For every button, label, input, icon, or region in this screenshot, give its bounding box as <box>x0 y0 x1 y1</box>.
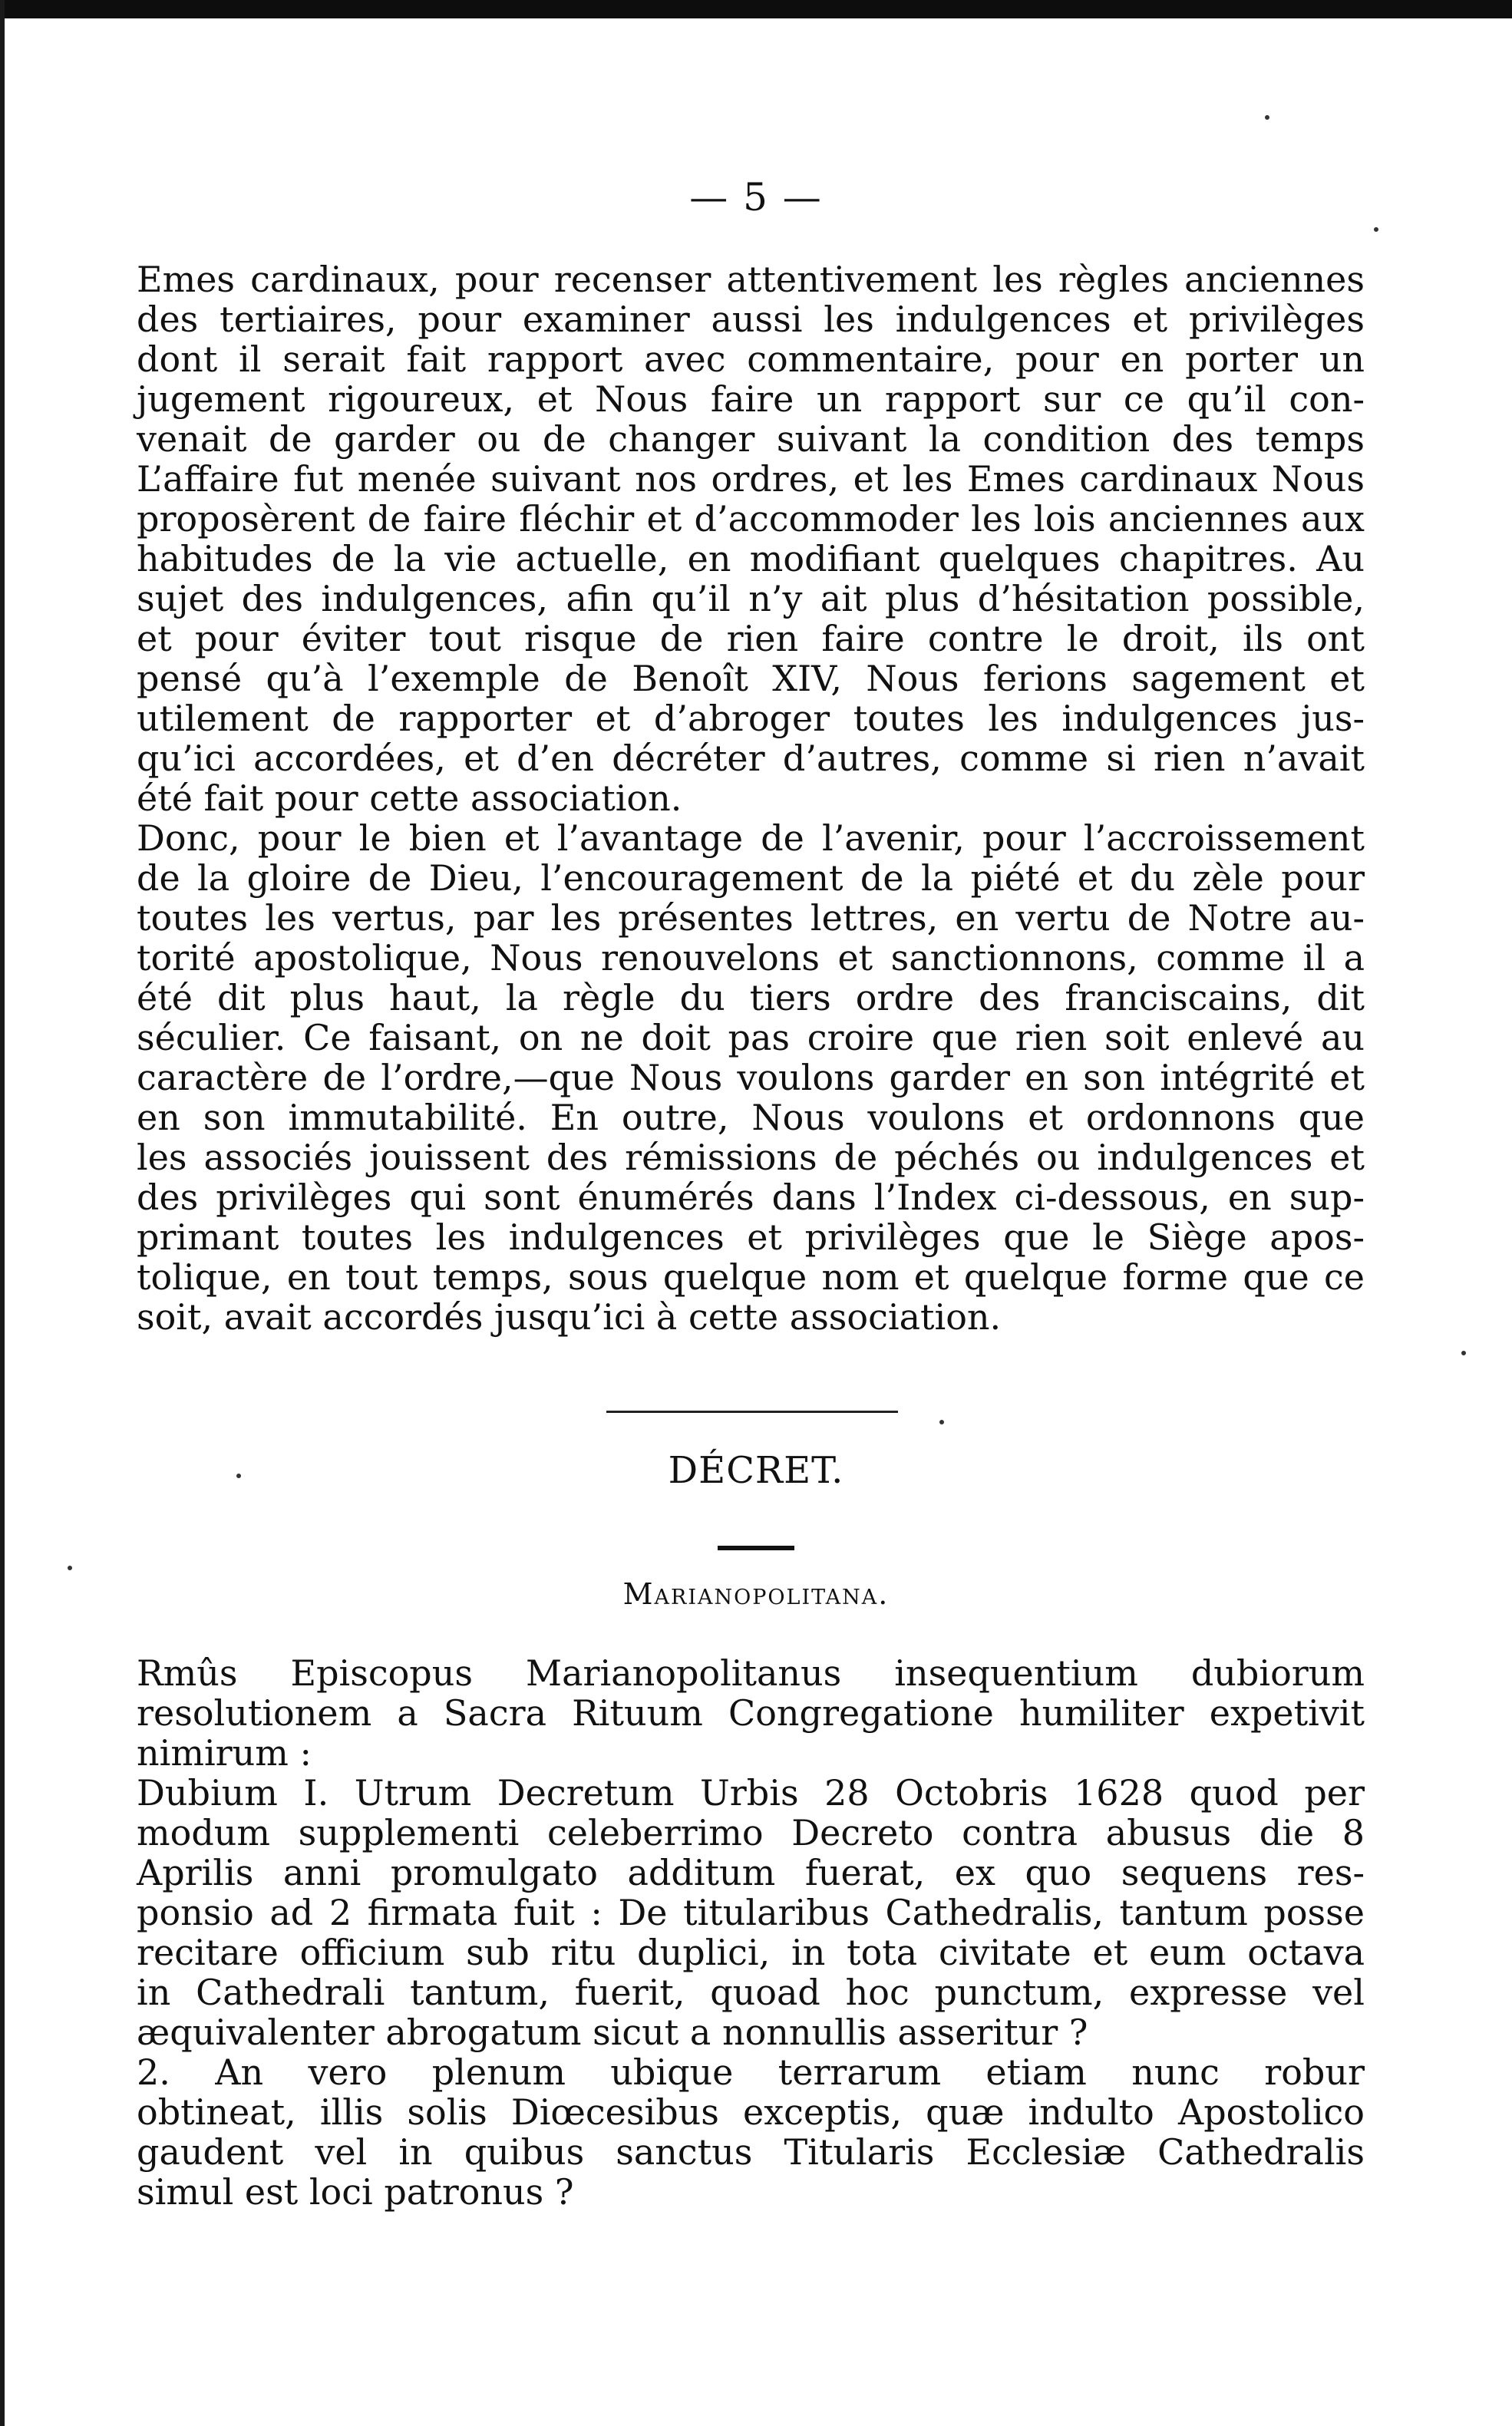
text-line: séculier. Ce faisant, on ne doit pas croire que rien soit enlevé au <box>137 1017 1365 1058</box>
text-line: et pour éviter tout risque de rien faire contre le droit, ils ont <box>137 618 1365 659</box>
text-line: été dit plus haut, la règle du tiers ordre des franciscains, dit <box>137 977 1365 1018</box>
paragraph-5 <box>137 2052 1365 2212</box>
left-page-edge <box>0 0 5 2426</box>
text-line: 2. An vero plenum ubique terrarum etiam nunc robur <box>137 2051 1365 2093</box>
paragraph-1 <box>137 259 1365 818</box>
scan-speck <box>1265 115 1269 120</box>
paragraph-4 <box>137 1773 1365 2052</box>
scan-speck <box>236 1474 241 1478</box>
text-line: qu’ici accordées, et d’en décréter d’autres, comme si rien n’avait <box>137 738 1365 779</box>
text-line: de la gloire de Dieu, l’encouragement de la piété et du zèle pour <box>137 857 1365 899</box>
text-line: primant toutes les indulgences et privilèges que le Siège apos- <box>137 1216 1365 1258</box>
body-text-section-2 <box>137 1653 1365 2212</box>
text-line: utilement de rapporter et d’abroger toutes les indulgences jus- <box>137 698 1365 739</box>
text-line: Emes cardinaux, pour recenser attentivement les règles anciennes <box>137 259 1365 300</box>
text-line: resolutionem a Sacra Rituum Congregatione humiliter expetivit <box>137 1692 1365 1734</box>
text-line: dont il serait fait rapport avec commentaire, pour en porter un <box>137 338 1365 380</box>
text-line: proposèrent de faire fléchir et d’accommoder les lois anciennes aux <box>137 498 1365 540</box>
text-line: en son immutabilité. En outre, Nous voulons et ordonnons que <box>137 1097 1365 1138</box>
text-line: les associés jouissent des rémissions de péchés ou indulgences et <box>137 1137 1365 1178</box>
text-line: habitudes de la vie actuelle, en modifiant quelques chapitres. Au <box>137 538 1365 579</box>
scan-speck <box>939 1420 944 1424</box>
text-line: L’affaire fut menée suivant nos ordres, et les Emes cardinaux Nous <box>137 458 1365 500</box>
scan-speck <box>1461 1351 1466 1355</box>
text-line: gaudent vel in quibus sanctus Titularis Ecclesiæ Cathedralis <box>137 2131 1365 2173</box>
text-line: ponsio ad 2 firmata fuit : De titularibus Cathedralis, tantum posse <box>137 1892 1365 1933</box>
text-line: toutes les vertus, par les présentes lettres, en vertu de Notre au- <box>137 897 1365 939</box>
section-separator-rule <box>606 1411 898 1413</box>
top-border-rule <box>0 0 1512 18</box>
text-line: caractère de l’ordre,—que Nous voulons garder en son intégrité et <box>137 1057 1365 1098</box>
text-line: obtineat, illis solis Diœcesibus exceptis, quæ indulto Apostolico <box>137 2091 1365 2133</box>
text-line: recitare officium sub ritu duplici, in tota civitate et eum octava <box>137 1932 1365 1973</box>
paragraph-3 <box>137 1653 1365 1773</box>
text-line: simul est loci patronus ? <box>137 2171 574 2213</box>
text-line: sujet des indulgences, afin qu’il n’y ait plus d’hésitation possible, <box>137 578 1365 619</box>
text-line: in Cathedrali tantum, fuerit, quoad hoc punctum, expresse vel <box>137 1972 1365 2013</box>
text-line: des tertiaires, pour examiner aussi les indulgences et privilèges <box>137 299 1365 340</box>
body-text-section-1 <box>137 259 1365 1337</box>
scan-speck <box>68 1566 72 1570</box>
text-line: soit, avait accordés jusqu’ici à cette association. <box>137 1296 1002 1338</box>
text-line: jugement rigoureux, et Nous faire un rapport sur ce qu’il con- <box>137 378 1365 420</box>
text-line: venait de garder ou de changer suivant la condition des temps <box>137 418 1365 460</box>
text-line: Donc, pour le bien et l’avantage de l’avenir, pour l’accroissement <box>137 817 1365 859</box>
text-line: été fait pour cette association. <box>137 777 682 819</box>
decree-subheading: Marianopolitana. <box>622 1577 890 1611</box>
text-line: Rmûs Episcopus Marianopolitanus insequentium dubiorum <box>137 1652 1365 1694</box>
decree-heading: DÉCRET. <box>668 1449 844 1492</box>
text-line: tolique, en tout temps, sous quelque nom et quelque forme que ce <box>137 1256 1365 1298</box>
text-line: æquivalenter abrogatum sicut a nonnullis asseritur ? <box>137 2012 1088 2053</box>
text-line: nimirum : <box>137 1732 312 1774</box>
text-line: torité apostolique, Nous renouvelons et sanctionnons, comme il a <box>137 937 1365 979</box>
text-line: Aprilis anni promulgato additum fuerat, ex quo sequens res- <box>137 1852 1365 1893</box>
text-line: modum supplementi celeberrimo Decreto contra abusus die 8 <box>137 1812 1365 1853</box>
scan-speck <box>1374 227 1378 232</box>
text-line: des privilèges qui sont énumérés dans l’Index ci-dessous, en sup- <box>137 1177 1365 1218</box>
text-line: Dubium I. Utrum Decretum Urbis 28 Octobris 1628 quod per <box>137 1772 1365 1814</box>
paragraph-2 <box>137 818 1365 1337</box>
text-line: pensé qu’à l’exemple de Benoît XIV, Nous ferions sagement et <box>137 658 1365 699</box>
heading-underline-rule <box>718 1546 794 1550</box>
page-number: — 5 — <box>689 175 823 219</box>
